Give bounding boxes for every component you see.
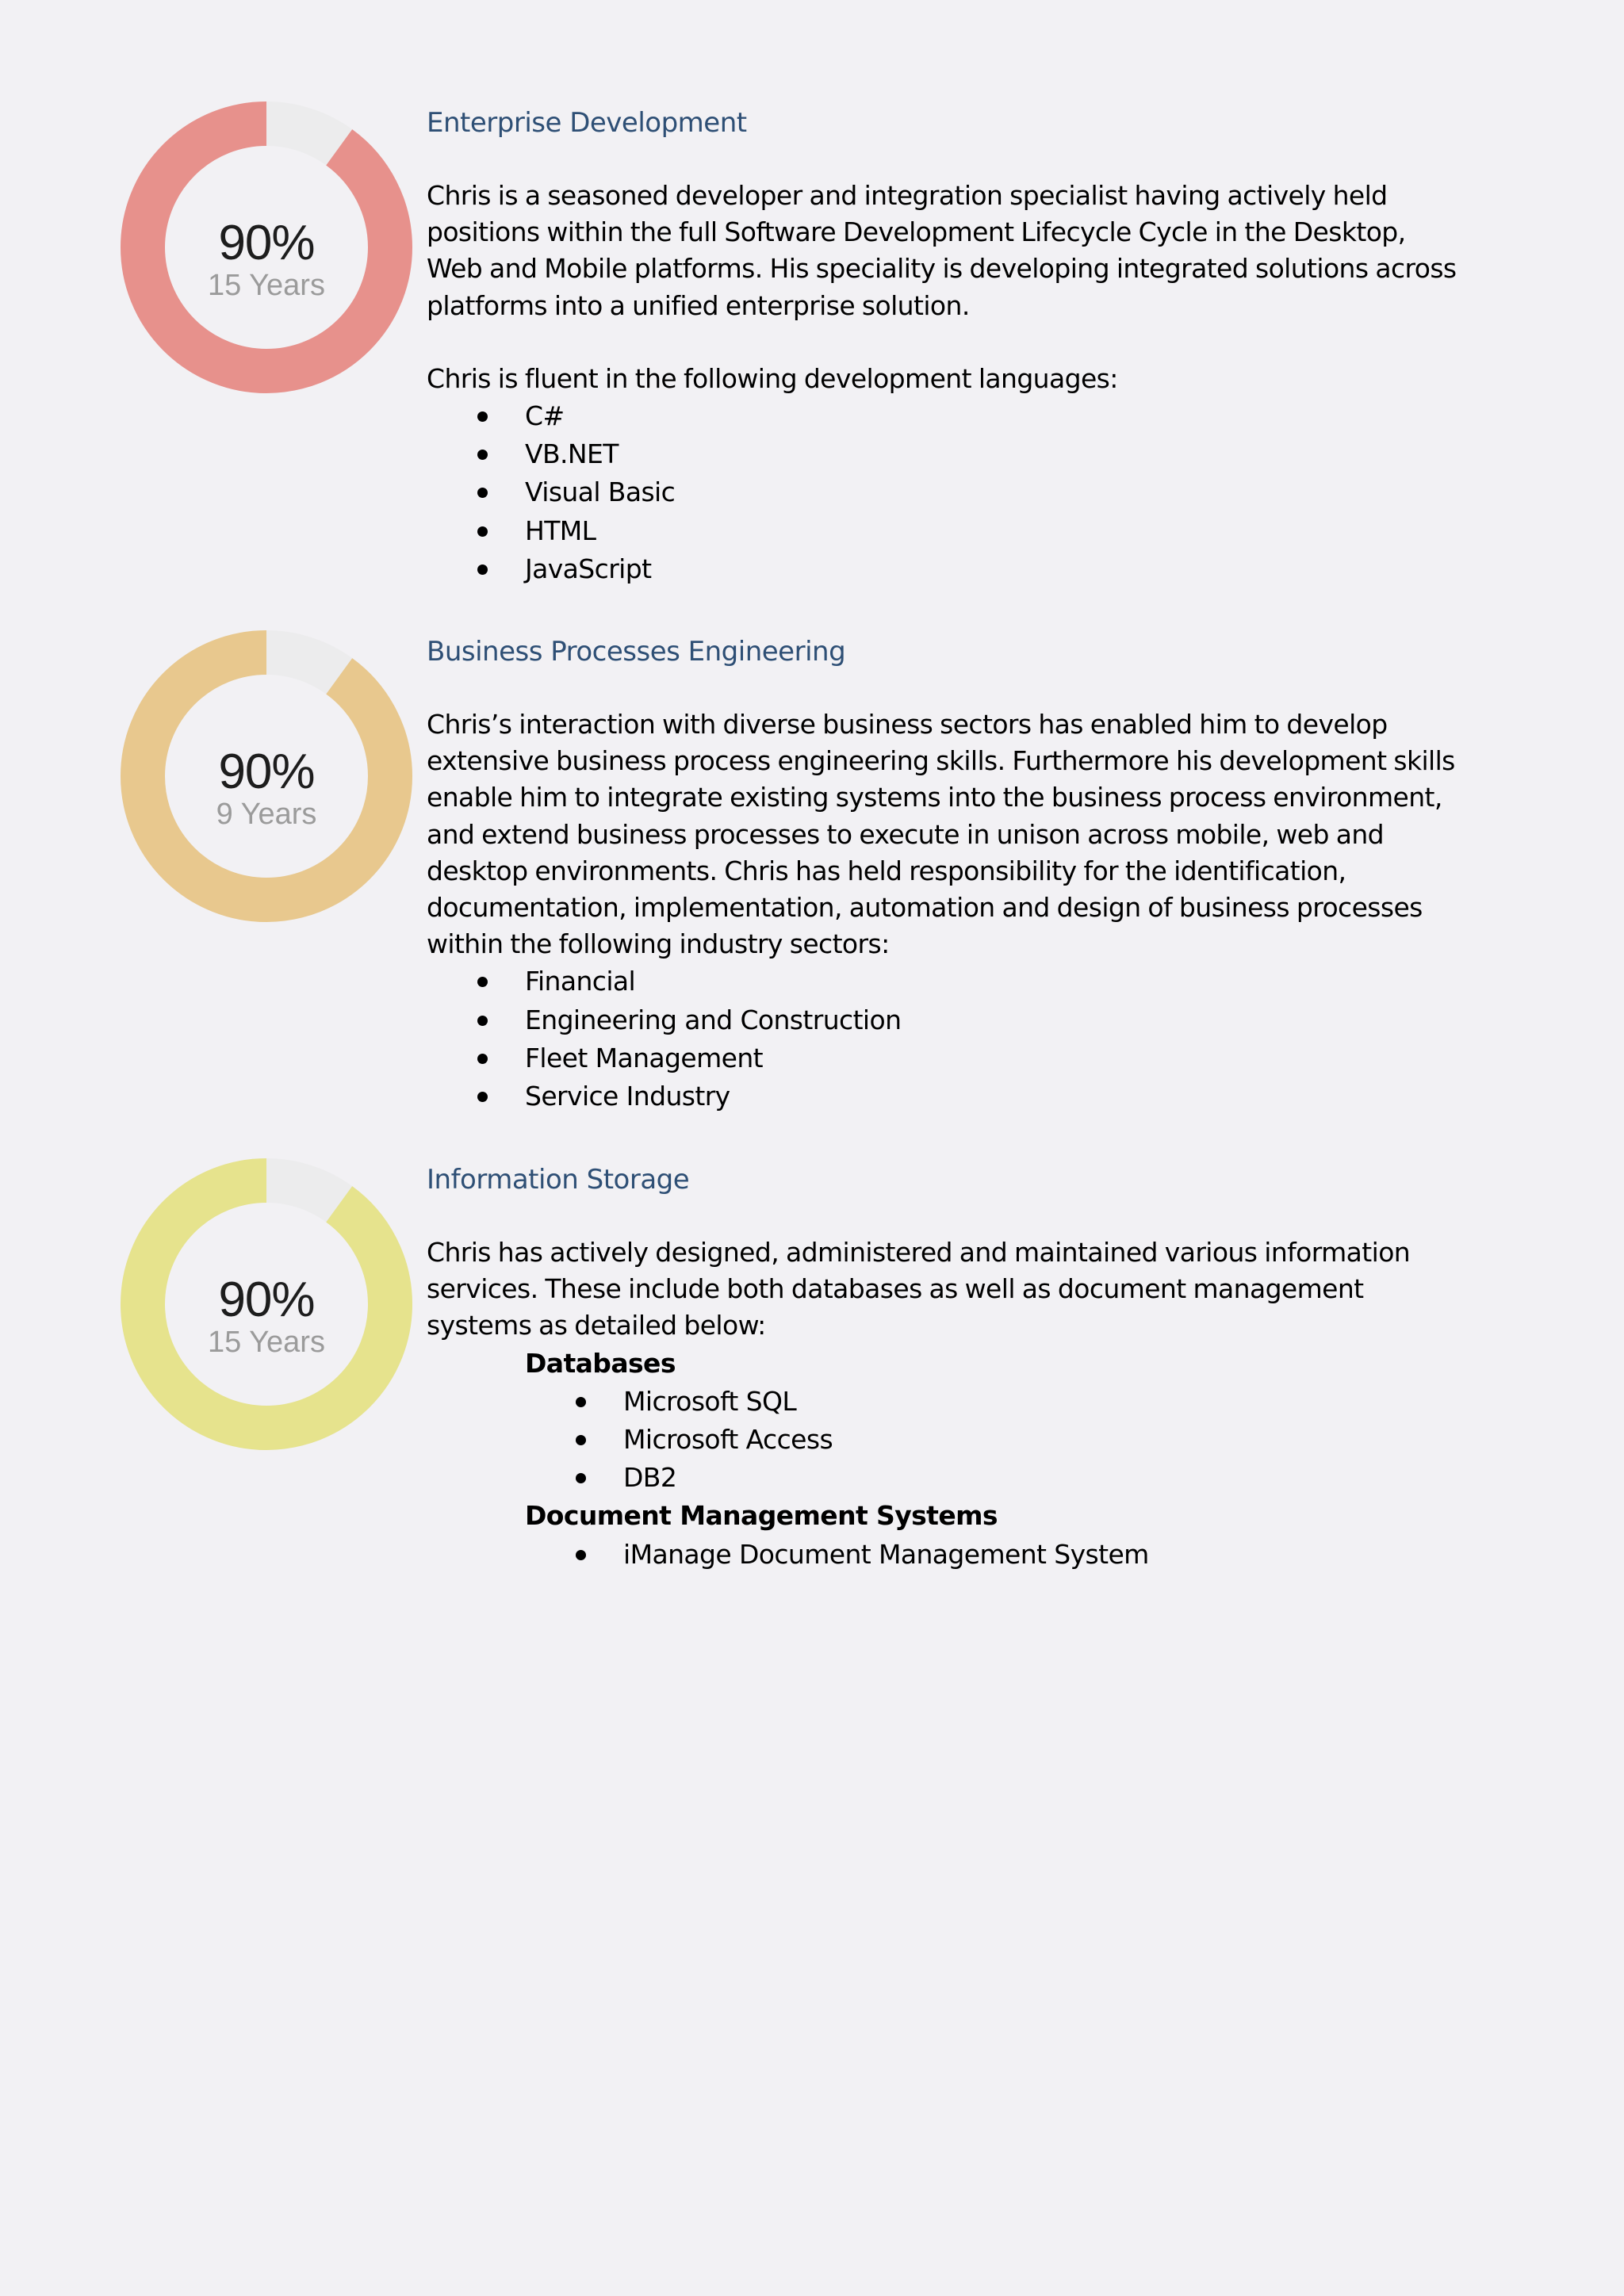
list-item-label: Visual Basic	[525, 476, 676, 508]
bullet-icon	[477, 977, 488, 987]
languages-intro: Chris is fluent in the following development languages:	[427, 362, 1118, 394]
gauge-years: 15 Years	[208, 269, 325, 302]
industry-sectors-list	[427, 962, 1457, 1115]
bullet-icon	[576, 1397, 586, 1407]
list-item-label: Fleet Management	[525, 1042, 763, 1073]
bullet-icon	[477, 526, 488, 537]
group-title-databases: Databases	[525, 1347, 676, 1379]
list-item-label: Financial	[525, 966, 636, 997]
section-heading: Information Storage	[427, 1164, 690, 1196]
section-paragraph: Chris is a seasoned developer and integration specialist having actively held positions within the full Software Development Lifecycle Cycle in the Desktop, Web and Mobile platforms. His speciality is developing integrated solutions across platforms into a unified enterprise solution.	[427, 180, 1457, 321]
list-item	[427, 1536, 1457, 1574]
section-paragraph: Chris’s interaction with diverse business sectors has enabled him to develop extensive business process engineering skills. Furthermore his development skills enable him to integrate existing systems into the business process environment, and extend business processes to execute in unison across mobile, web and desktop environments. Chris has held responsibility for the identification, documentation, implementation, automation and design of business processes within the following industry sectors:	[427, 709, 1455, 960]
list-item-label: Engineering and Construction	[525, 1004, 902, 1035]
bullet-icon	[477, 450, 488, 460]
bullet-icon	[576, 1435, 586, 1445]
list-item-label: DB2	[623, 1462, 677, 1494]
list-item	[427, 1039, 1457, 1077]
skill-gauge-information-storage	[121, 1158, 412, 1450]
gauge-years: 15 Years	[208, 1326, 325, 1359]
list-item	[427, 1383, 1457, 1421]
list-item	[427, 1459, 1457, 1497]
bullet-icon	[477, 564, 488, 575]
list-item-label: Microsoft Access	[623, 1424, 833, 1456]
bullet-icon	[477, 411, 488, 422]
list-item	[427, 435, 1457, 473]
section-heading: Enterprise Development	[427, 107, 747, 139]
bullet-icon	[477, 1054, 488, 1064]
section-business-processes	[427, 633, 1457, 1115]
bullet-icon	[576, 1473, 586, 1483]
section-information-storage	[427, 1161, 1457, 1574]
bullet-icon	[477, 1092, 488, 1102]
document-management-list	[427, 1536, 1457, 1574]
list-item-label: Service Industry	[525, 1081, 730, 1112]
gauge-percent: 90%	[218, 744, 315, 799]
section-enterprise-development	[427, 105, 1457, 588]
list-item-label: HTML	[525, 515, 596, 546]
list-item-label: C#	[525, 400, 565, 432]
databases-list	[427, 1383, 1457, 1498]
list-item	[427, 473, 1457, 511]
list-item	[427, 550, 1457, 588]
bullet-icon	[477, 1016, 488, 1026]
skill-gauge-business-processes	[121, 630, 412, 922]
list-item	[427, 962, 1457, 1001]
gauge-percent: 90%	[218, 1272, 315, 1327]
list-item	[427, 1077, 1457, 1115]
list-item	[427, 512, 1457, 550]
section-heading: Business Processes Engineering	[427, 636, 846, 668]
list-item-label: iManage Document Management System	[623, 1538, 1149, 1570]
group-title-document-management: Document Management Systems	[525, 1500, 998, 1532]
bullet-icon	[576, 1550, 586, 1560]
gauge-years: 9 Years	[216, 798, 317, 831]
languages-list	[427, 397, 1457, 588]
list-item	[427, 397, 1457, 435]
skill-gauge-enterprise-development	[121, 101, 412, 393]
list-item	[427, 1001, 1457, 1039]
gauge-percent: 90%	[218, 216, 315, 270]
section-paragraph: Chris has actively designed, administered and maintained various information services. These include both databases as well as document management systems as detailed below:	[427, 1237, 1411, 1341]
list-item-label: JavaScript	[525, 553, 652, 584]
list-item	[427, 1421, 1457, 1459]
list-item-label: VB.NET	[525, 438, 619, 470]
list-item-label: Microsoft SQL	[623, 1385, 797, 1417]
bullet-icon	[477, 488, 488, 498]
